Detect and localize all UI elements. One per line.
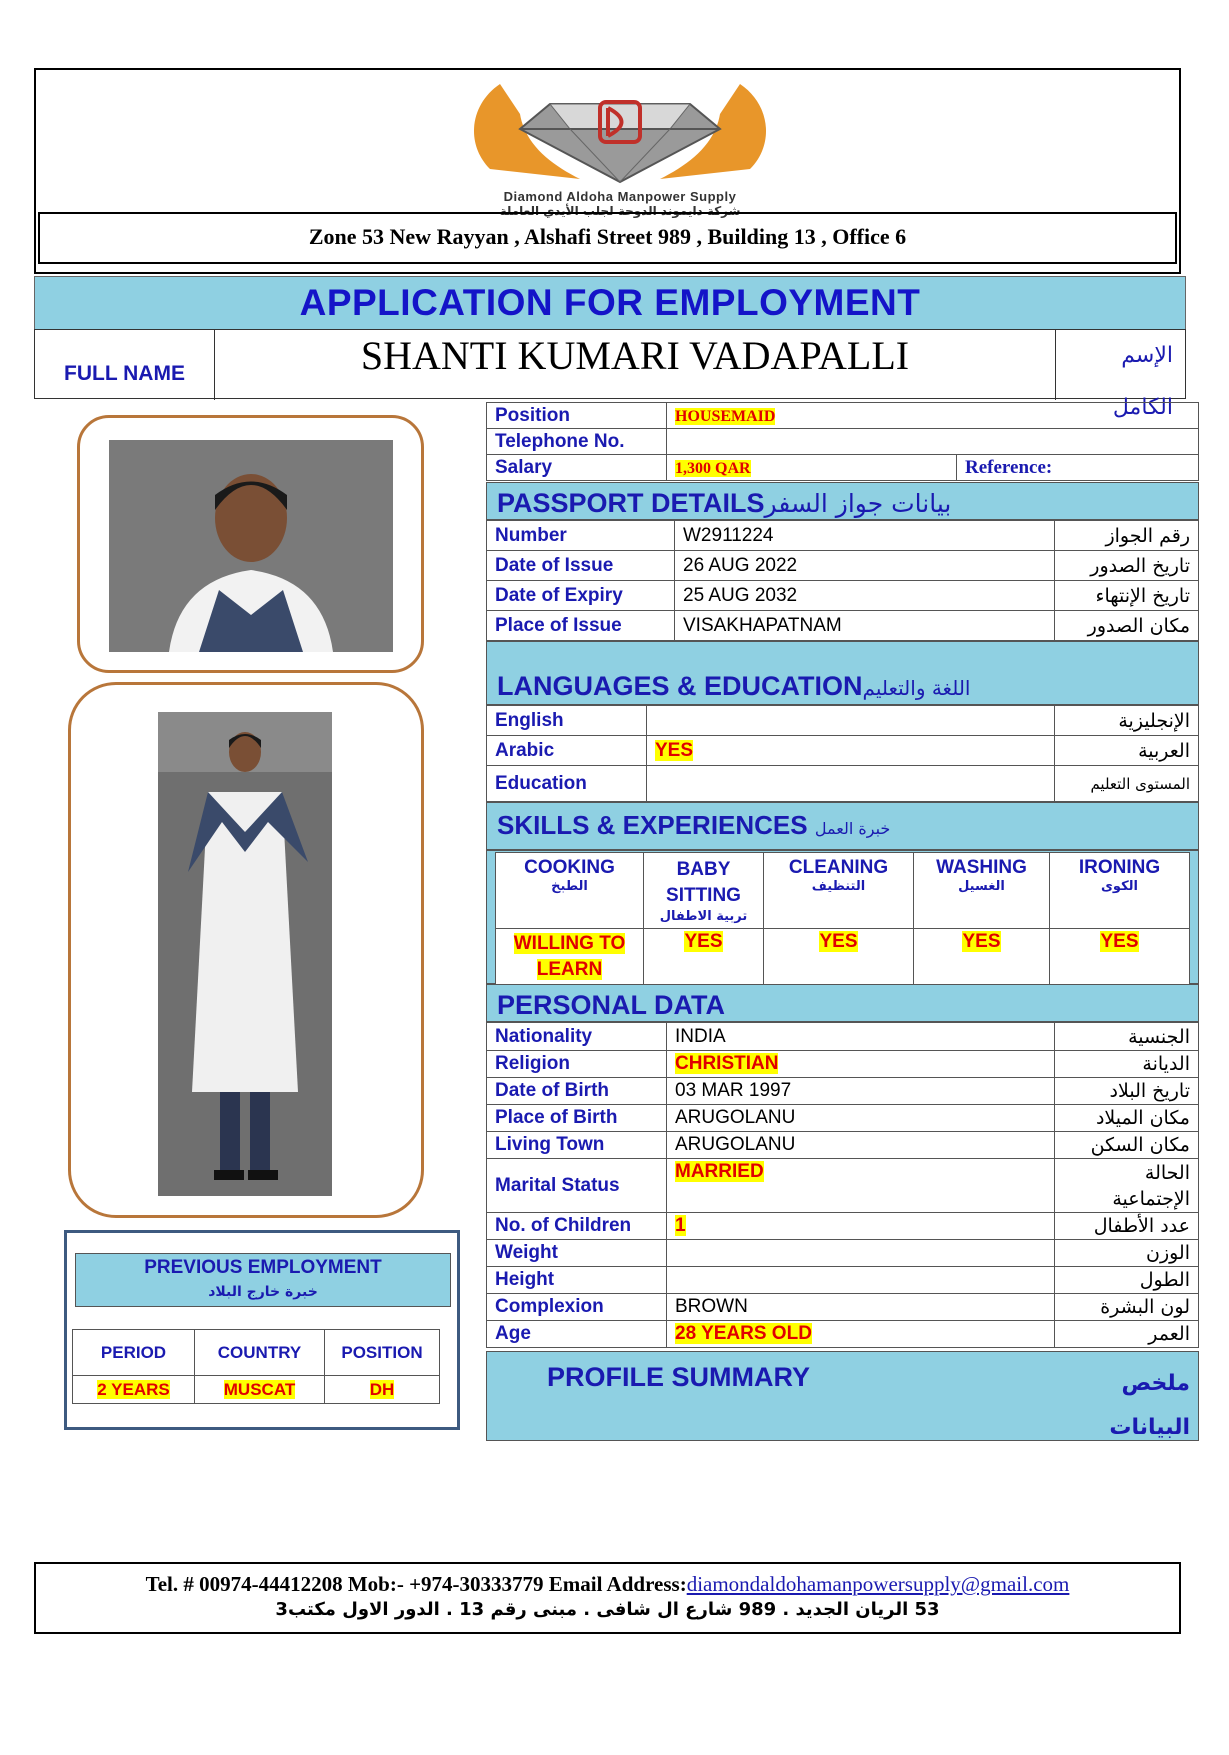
page-title: APPLICATION FOR EMPLOYMENT (299, 282, 921, 323)
nationality-value: INDIA (667, 1023, 1055, 1051)
prev-period-cell (73, 1376, 195, 1404)
full-body-person-icon (158, 712, 332, 1196)
passport-issue-label: Date of Issue (487, 551, 675, 581)
telephone-label: Telephone No. (487, 429, 667, 455)
english-value (647, 706, 1055, 736)
skill-washing-value: YES (962, 931, 1001, 952)
passport-expiry-label: Date of Expiry (487, 581, 675, 611)
salary-label: Salary (487, 455, 667, 481)
arabic-value: YES (655, 739, 694, 761)
profile-summary-heading-ar: ملخص البيانات (1109, 1371, 1190, 1440)
company-name-en: Diamond Aldoha Manpower Supply (503, 189, 737, 204)
weight-label: Weight (487, 1240, 667, 1267)
company-address: Zone 53 New Rayyan , Alshafi Street 989 , Building 13 , Office 6 (308, 224, 907, 249)
skills-table (495, 852, 1190, 986)
skill-cooking-name: COOKING (524, 857, 615, 878)
passport-number-label: Number (487, 521, 675, 551)
full-body-photo (158, 712, 332, 1196)
weight-value (667, 1240, 1055, 1267)
nationality-label-ar: الجنسية (1055, 1023, 1199, 1051)
languages-heading-en: LANGUAGES & EDUCATION (497, 671, 863, 701)
profile-summary-band (486, 1351, 1199, 1441)
footer-box (34, 1562, 1181, 1634)
skill-cleaning (764, 853, 914, 929)
skill-cooking-value: WILLING TO LEARN (513, 933, 626, 980)
dob-value: 03 MAR 1997 (667, 1078, 1055, 1105)
skill-washing-value-cell (914, 929, 1050, 986)
full-name-value: SHANTI KUMARI VADAPALLI (360, 333, 910, 378)
telephone-value (667, 429, 1199, 455)
personal-table (486, 1022, 1199, 1348)
skill-babysitting-name-ar: تربية الاطفال (659, 909, 748, 924)
skill-babysitting-value: YES (684, 931, 723, 952)
religion-cell (667, 1051, 1055, 1078)
previous-employment-title-ar: خبرة خارج البلاد (208, 1284, 318, 1300)
skill-ironing-value: YES (1100, 931, 1139, 952)
skill-ironing-value-cell (1050, 929, 1190, 986)
religion-label: Religion (487, 1051, 667, 1078)
marital-status-value: MARRIED (675, 1161, 764, 1182)
education-value (647, 766, 1055, 802)
skill-washing-name-ar: الغسيل (958, 879, 1005, 894)
portrait-photo (109, 440, 393, 652)
previous-employment-heading (75, 1253, 451, 1307)
skill-washing (914, 853, 1050, 929)
complexion-value: BROWN (667, 1294, 1055, 1321)
title-band (34, 276, 1186, 330)
diamond-hands-logo-icon (430, 74, 810, 184)
complexion-label-ar: لون البشرة (1055, 1294, 1199, 1321)
position-label: Position (487, 403, 667, 429)
prev-position-cell (325, 1376, 440, 1404)
position-value: HOUSEMAID (675, 407, 776, 425)
arabic-label: Arabic (487, 736, 647, 766)
skill-cleaning-name-ar: التنظيف (811, 879, 866, 894)
living-town-label-ar: مكان السكن (1055, 1132, 1199, 1159)
children-label: No. of Children (487, 1213, 667, 1240)
footer-tel: Tel. # 00974-44412208 Mob:- +974-30333779 Email Address: (145, 1572, 687, 1596)
company-logo (430, 74, 810, 218)
skill-cooking-name-ar: الطبخ (551, 879, 588, 894)
salary-value: 1,300 QAR (675, 459, 751, 477)
skill-cleaning-name: CLEANING (788, 857, 889, 878)
skill-cleaning-value: YES (819, 931, 858, 952)
age-value: 28 YEARS OLD (675, 1323, 812, 1344)
languages-table (486, 705, 1199, 802)
salary-cell (667, 455, 957, 481)
full-name-label-ar: الإسم الكامل (1055, 330, 1187, 400)
full-body-photo-frame (68, 682, 424, 1218)
passport-place-value: VISAKHAPATNAM (675, 611, 1055, 641)
dob-label: Date of Birth (487, 1078, 667, 1105)
previous-employment-title: PREVIOUS EMPLOYMENT (144, 1257, 382, 1278)
passport-table (486, 520, 1199, 641)
skill-washing-name: WASHING (936, 857, 1027, 878)
footer-contact (36, 1564, 1179, 1597)
pob-label: Place of Birth (487, 1105, 667, 1132)
arabic-label-ar: العربية (1055, 736, 1199, 766)
languages-heading (486, 641, 1199, 705)
children-cell (667, 1213, 1055, 1240)
col-country: COUNTRY (195, 1330, 325, 1376)
job-table (486, 402, 1199, 481)
passport-heading (486, 482, 1199, 520)
profile-summary-heading: PROFILE SUMMARY (547, 1362, 810, 1392)
passport-number-label-ar: رقم الجواز (1055, 521, 1199, 551)
children-label-ar: عدد الأطفال (1055, 1213, 1199, 1240)
company-name-ar: شركة دايموند الدوحة لجلب الأيدي العاملة (499, 204, 741, 218)
height-label-ar: الطول (1055, 1267, 1199, 1294)
skill-cooking (496, 853, 644, 929)
skill-cleaning-value-cell (764, 929, 914, 986)
passport-expiry-value: 25 AUG 2032 (675, 581, 1055, 611)
english-label: English (487, 706, 647, 736)
personal-heading (486, 984, 1199, 1022)
prev-period: 2 YEARS (97, 1379, 170, 1399)
living-town-label: Living Town (487, 1132, 667, 1159)
passport-place-label-ar: مكان الصدور (1055, 611, 1199, 641)
marital-status-label-ar: الحالة الإجتماعية (1055, 1159, 1199, 1213)
skills-heading (486, 802, 1199, 850)
full-name-label: FULL NAME (35, 330, 215, 400)
col-position: POSITION (325, 1330, 440, 1376)
marital-status-cell (667, 1159, 1055, 1213)
children-value: 1 (675, 1215, 686, 1236)
age-label-ar: العمر (1055, 1321, 1199, 1348)
footer-email-link[interactable]: diamondaldohamanpowersupply@gmail.com (686, 1572, 1070, 1596)
pob-value: ARUGOLANU (667, 1105, 1055, 1132)
prev-country: MUSCAT (223, 1379, 296, 1399)
skill-ironing-name-ar: الكوى (1101, 879, 1138, 894)
skills-heading-en: SKILLS & EXPERIENCES (497, 810, 808, 840)
nationality-label: Nationality (487, 1023, 667, 1051)
weight-label-ar: الوزن (1055, 1240, 1199, 1267)
passport-place-label: Place of Issue (487, 611, 675, 641)
skill-babysitting-name: BABY SITTING (666, 859, 741, 906)
religion-label-ar: الديانة (1055, 1051, 1199, 1078)
passport-heading-ar: بيانات جواز السفر (764, 489, 952, 518)
english-label-ar: الإنجليزية (1055, 706, 1199, 736)
reference-label: Reference: (957, 455, 1199, 481)
passport-heading-en: PASSPORT DETAILS (497, 488, 765, 518)
religion-value: CHRISTIAN (675, 1053, 779, 1074)
previous-employment-table (72, 1329, 440, 1404)
skill-cooking-value-cell (496, 929, 644, 986)
passport-issue-value: 26 AUG 2022 (675, 551, 1055, 581)
footer-address-ar: 53 الريان الجديد . 989 شارع ال شافى . مبنى رقم 13 . الدور الاول مكتب3 (275, 1599, 940, 1620)
skill-babysitting-value-cell (644, 929, 764, 986)
height-label: Height (487, 1267, 667, 1294)
portrait-person-icon (109, 440, 393, 652)
skill-babysitting (644, 853, 764, 929)
skills-heading-ar: خبرة العمل (814, 819, 891, 838)
skill-ironing (1050, 853, 1190, 929)
arabic-cell (647, 736, 1055, 766)
previous-employment-box (64, 1230, 460, 1430)
prev-position: DH (369, 1379, 395, 1399)
dob-label-ar: تاريخ البلاد (1055, 1078, 1199, 1105)
age-cell (667, 1321, 1055, 1348)
col-period: PERIOD (73, 1330, 195, 1376)
skill-ironing-name: IRONING (1078, 857, 1161, 878)
pob-label-ar: مكان الميلاد (1055, 1105, 1199, 1132)
living-town-value: ARUGOLANU (667, 1132, 1055, 1159)
passport-number-value: W2911224 (675, 521, 1055, 551)
marital-status-label: Marital Status (487, 1159, 667, 1213)
education-label: Education (487, 766, 647, 802)
passport-expiry-label-ar: تاريخ الإنتهاء (1055, 581, 1199, 611)
education-label-ar: المستوى التعليم (1055, 766, 1199, 802)
address-box (38, 212, 1177, 264)
prev-country-cell (195, 1376, 325, 1404)
languages-heading-ar: اللغة والتعليم (862, 676, 971, 700)
age-label: Age (487, 1321, 667, 1348)
passport-issue-label-ar: تاريخ الصدور (1055, 551, 1199, 581)
personal-heading-en: PERSONAL DATA (497, 990, 726, 1020)
portrait-photo-frame (77, 415, 424, 673)
height-value (667, 1267, 1055, 1294)
complexion-label: Complexion (487, 1294, 667, 1321)
position-cell (667, 403, 1199, 429)
